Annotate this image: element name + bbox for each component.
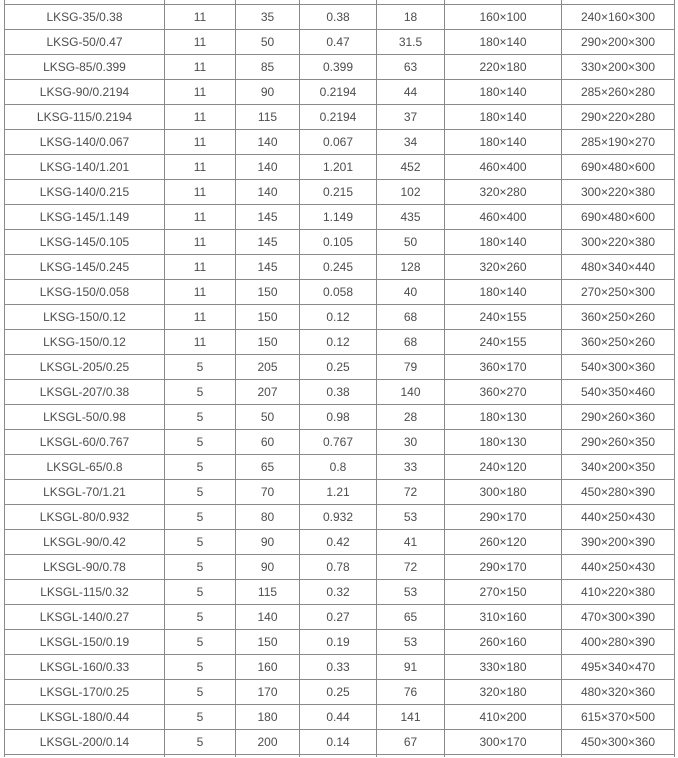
product-spec-table [4,0,675,757]
table-cell: 141 [377,705,445,730]
model-cell: LKSGL-60/0.767 [5,430,165,455]
table-cell: 290×260×360 [562,405,675,430]
table-cell: 180 [236,705,300,730]
table-row [5,405,675,430]
model-cell: LKSG-85/0.399 [5,55,165,80]
table-row [5,180,675,205]
table-cell: 0.12 [300,305,377,330]
table-cell [445,755,562,758]
table-row [5,55,675,80]
table-cell: 50 [377,230,445,255]
table-cell: 540×300×360 [562,355,675,380]
table-cell: 1.21 [300,480,377,505]
model-cell: LKSGL-180/0.44 [5,705,165,730]
table-cell: 0.2194 [300,80,377,105]
model-cell: LKSG-145/0.245 [5,255,165,280]
table-cell: 65 [236,455,300,480]
table-row [5,205,675,230]
table-row [5,380,675,405]
table-cell: 615×370×500 [562,705,675,730]
table-cell: 460×400 [445,205,562,230]
model-cell: LKSGL-90/0.78 [5,555,165,580]
table-cell: 31.5 [377,30,445,55]
table-row [5,680,675,705]
table-cell: 290×170 [445,505,562,530]
table-cell: 5 [165,505,236,530]
table-row [5,355,675,380]
model-cell: LKSG-145/0.105 [5,230,165,255]
table-cell: 285×260×280 [562,80,675,105]
table-cell: 11 [165,130,236,155]
table-cell: 205 [236,355,300,380]
table-cell: 270×250×300 [562,280,675,305]
table-cell: 480×320×360 [562,680,675,705]
table-cell: 79 [377,355,445,380]
table-cell: 320×260 [445,255,562,280]
table-cell: 480×340×440 [562,255,675,280]
model-cell: LKSG-150/0.12 [5,330,165,355]
cut-off-row-bottom [5,755,675,758]
table-cell: 0.245 [300,255,377,280]
table-row [5,30,675,55]
table-cell: 0.25 [300,355,377,380]
model-cell: LKSG-140/0.067 [5,130,165,155]
model-cell: LKSG-150/0.058 [5,280,165,305]
table-cell: 115 [236,580,300,605]
table-cell: 240×155 [445,305,562,330]
table-cell: 0.215 [300,180,377,205]
table-cell: 180×140 [445,30,562,55]
model-cell: LKSGL-80/0.932 [5,505,165,530]
table-cell: 300×220×380 [562,230,675,255]
table-row [5,430,675,455]
table-row [5,455,675,480]
table-cell: 360×270 [445,380,562,405]
table-cell: 435 [377,205,445,230]
table-cell: 452 [377,155,445,180]
model-cell: LKSG-150/0.12 [5,305,165,330]
table-cell: 160 [236,655,300,680]
table-cell: 180×140 [445,80,562,105]
table-cell: 360×250×260 [562,330,675,355]
table-cell: 1.149 [300,205,377,230]
table-cell: 11 [165,105,236,130]
table-cell: 30 [377,430,445,455]
table-cell: 5 [165,680,236,705]
table-cell: 11 [165,180,236,205]
table-row [5,605,675,630]
table-cell: 440×250×430 [562,555,675,580]
model-cell: LKSGL-90/0.42 [5,530,165,555]
table-row [5,5,675,30]
table-cell: 0.19 [300,630,377,655]
table-cell: 72 [377,480,445,505]
table-cell: 11 [165,30,236,55]
model-cell: LKSGL-50/0.98 [5,405,165,430]
table-cell: 0.067 [300,130,377,155]
table-cell: 0.78 [300,555,377,580]
table-cell: 0.932 [300,505,377,530]
table-cell [165,755,236,758]
table-cell: 50 [236,405,300,430]
table-cell: 180×140 [445,280,562,305]
table-cell: 115 [236,105,300,130]
table-row [5,730,675,755]
table-cell: 0.38 [300,380,377,405]
table-cell: 145 [236,255,300,280]
table-cell: 11 [165,255,236,280]
table-cell: 0.38 [300,5,377,30]
table-cell: 400×280×390 [562,630,675,655]
table-cell: 410×200 [445,705,562,730]
table-cell: 145 [236,205,300,230]
table-cell: 300×220×380 [562,180,675,205]
table-cell: 53 [377,505,445,530]
table-cell: 68 [377,330,445,355]
table-cell: 102 [377,180,445,205]
table-cell: 0.767 [300,430,377,455]
table-cell: 0.2194 [300,105,377,130]
model-cell: LKSGL-205/0.25 [5,355,165,380]
table-cell: 5 [165,555,236,580]
table-cell: 0.27 [300,605,377,630]
table-cell: 150 [236,630,300,655]
table-cell: 85 [236,55,300,80]
table-cell: 140 [236,155,300,180]
table-cell: 290×200×300 [562,30,675,55]
table-cell: 300×180 [445,480,562,505]
table-cell: 1.201 [300,155,377,180]
table-cell: 5 [165,530,236,555]
table-cell: 450×280×390 [562,480,675,505]
table-cell: 0.44 [300,705,377,730]
table-cell [236,755,300,758]
table-cell: 0.42 [300,530,377,555]
table-row [5,280,675,305]
table-cell: 140 [236,130,300,155]
table-cell: 60 [236,430,300,455]
table-row [5,255,675,280]
table-cell: 0.98 [300,405,377,430]
model-cell: LKSG-115/0.2194 [5,105,165,130]
table-cell: 170 [236,680,300,705]
table-cell: 33 [377,455,445,480]
table-row [5,580,675,605]
table-row [5,330,675,355]
table-cell: 11 [165,80,236,105]
table-cell: 200 [236,730,300,755]
table-cell: 140 [236,180,300,205]
table-cell: 495×340×470 [562,655,675,680]
table-row [5,130,675,155]
table-cell: 240×160×300 [562,5,675,30]
table-cell: 5 [165,430,236,455]
table-cell: 330×180 [445,655,562,680]
table-cell: 37 [377,105,445,130]
table-cell: 11 [165,155,236,180]
table-cell: 150 [236,280,300,305]
table-cell: 11 [165,330,236,355]
table-cell: 390×200×390 [562,530,675,555]
table-cell: 0.8 [300,455,377,480]
table-cell: 150 [236,330,300,355]
table-cell: 320×280 [445,180,562,205]
table-cell: 460×400 [445,155,562,180]
table-cell: 180×140 [445,130,562,155]
table-cell: 11 [165,280,236,305]
table-cell: 68 [377,305,445,330]
table-cell: 5 [165,580,236,605]
table-cell: 53 [377,580,445,605]
table-cell: 0.25 [300,680,377,705]
table-row [5,80,675,105]
table-cell: 5 [165,380,236,405]
table-cell: 5 [165,605,236,630]
table-cell: 270×150 [445,580,562,605]
table-cell: 260×120 [445,530,562,555]
table-cell: 0.14 [300,730,377,755]
table-row [5,230,675,255]
table-cell: 0.32 [300,580,377,605]
table-cell: 260×160 [445,630,562,655]
model-cell: LKSG-50/0.47 [5,30,165,55]
table-row [5,155,675,180]
table-cell: 11 [165,230,236,255]
table-cell: 320×180 [445,680,562,705]
table-cell: 5 [165,405,236,430]
table-cell: 40 [377,280,445,305]
table-cell: 0.12 [300,330,377,355]
table-cell: 11 [165,305,236,330]
table-cell: 0.47 [300,30,377,55]
table-cell: 65 [377,605,445,630]
model-cell: LKSGL-140/0.27 [5,605,165,630]
table-cell: 35 [236,5,300,30]
table-cell: 0.33 [300,655,377,680]
table-row [5,655,675,680]
table-cell [377,755,445,758]
model-cell: LKSGL-170/0.25 [5,680,165,705]
table-row [5,705,675,730]
model-cell: LKSG-140/0.215 [5,180,165,205]
model-cell: LKSG-35/0.38 [5,5,165,30]
table-cell: 0.105 [300,230,377,255]
table-cell: 0.399 [300,55,377,80]
table-cell: 290×220×280 [562,105,675,130]
table-cell: 310×160 [445,605,562,630]
table-cell: 11 [165,205,236,230]
table-cell: 91 [377,655,445,680]
table-cell: 220×180 [445,55,562,80]
model-cell: LKSGL-200/0.14 [5,730,165,755]
table-cell: 80 [236,505,300,530]
table-cell: 5 [165,355,236,380]
table-row [5,630,675,655]
table-cell: 140 [377,380,445,405]
table-cell: 285×190×270 [562,130,675,155]
table-cell: 5 [165,480,236,505]
table-cell: 50 [236,30,300,55]
table-cell: 410×220×380 [562,580,675,605]
table-cell: 90 [236,555,300,580]
model-cell: LKSG-90/0.2194 [5,80,165,105]
model-cell: LKSGL-70/1.21 [5,480,165,505]
table-cell: 290×260×350 [562,430,675,455]
table-cell: 70 [236,480,300,505]
table-cell: 690×480×600 [562,155,675,180]
model-cell: LKSGL-160/0.33 [5,655,165,680]
table-cell: 340×200×350 [562,455,675,480]
table-cell: 44 [377,80,445,105]
table-cell [562,755,675,758]
table-row [5,305,675,330]
table-cell: 53 [377,630,445,655]
table-cell: 450×300×360 [562,730,675,755]
table-cell: 180×140 [445,230,562,255]
table-row [5,105,675,130]
table-cell: 11 [165,55,236,80]
table-cell: 18 [377,5,445,30]
table-cell: 207 [236,380,300,405]
table-cell: 90 [236,530,300,555]
table-cell: 72 [377,555,445,580]
table-cell: 540×350×460 [562,380,675,405]
table-cell: 470×300×390 [562,605,675,630]
table-row [5,480,675,505]
table-cell: 300×170 [445,730,562,755]
table-cell: 0.058 [300,280,377,305]
table-cell: 180×130 [445,430,562,455]
model-cell: LKSG-140/1.201 [5,155,165,180]
table-cell: 180×140 [445,105,562,130]
table-cell: 5 [165,730,236,755]
table-cell: 5 [165,705,236,730]
spec-table-body [5,0,675,757]
table-row [5,555,675,580]
model-cell: LKSGL-115/0.32 [5,580,165,605]
table-cell: 150 [236,305,300,330]
model-cell: LKSGL-207/0.38 [5,380,165,405]
table-cell: 76 [377,680,445,705]
table-cell: 5 [165,455,236,480]
table-cell: 34 [377,130,445,155]
table-row [5,505,675,530]
table-cell [5,755,165,758]
table-cell: 11 [165,5,236,30]
table-cell: 240×120 [445,455,562,480]
table-cell: 28 [377,405,445,430]
table-cell: 440×250×430 [562,505,675,530]
table-cell: 690×480×600 [562,205,675,230]
table-cell: 360×170 [445,355,562,380]
table-cell: 160×100 [445,5,562,30]
table-cell: 290×170 [445,555,562,580]
model-cell: LKSGL-150/0.19 [5,630,165,655]
model-cell: LKSGL-65/0.8 [5,455,165,480]
table-cell: 140 [236,605,300,630]
table-cell: 330×200×300 [562,55,675,80]
table-cell: 5 [165,655,236,680]
table-row [5,530,675,555]
model-cell: LKSG-145/1.149 [5,205,165,230]
table-cell: 360×250×260 [562,305,675,330]
table-cell: 240×155 [445,330,562,355]
table-cell: 145 [236,230,300,255]
table-cell: 90 [236,80,300,105]
table-cell [300,755,377,758]
table-cell: 180×130 [445,405,562,430]
table-cell: 41 [377,530,445,555]
table-cell: 5 [165,630,236,655]
table-cell: 63 [377,55,445,80]
table-cell: 128 [377,255,445,280]
table-cell: 67 [377,730,445,755]
